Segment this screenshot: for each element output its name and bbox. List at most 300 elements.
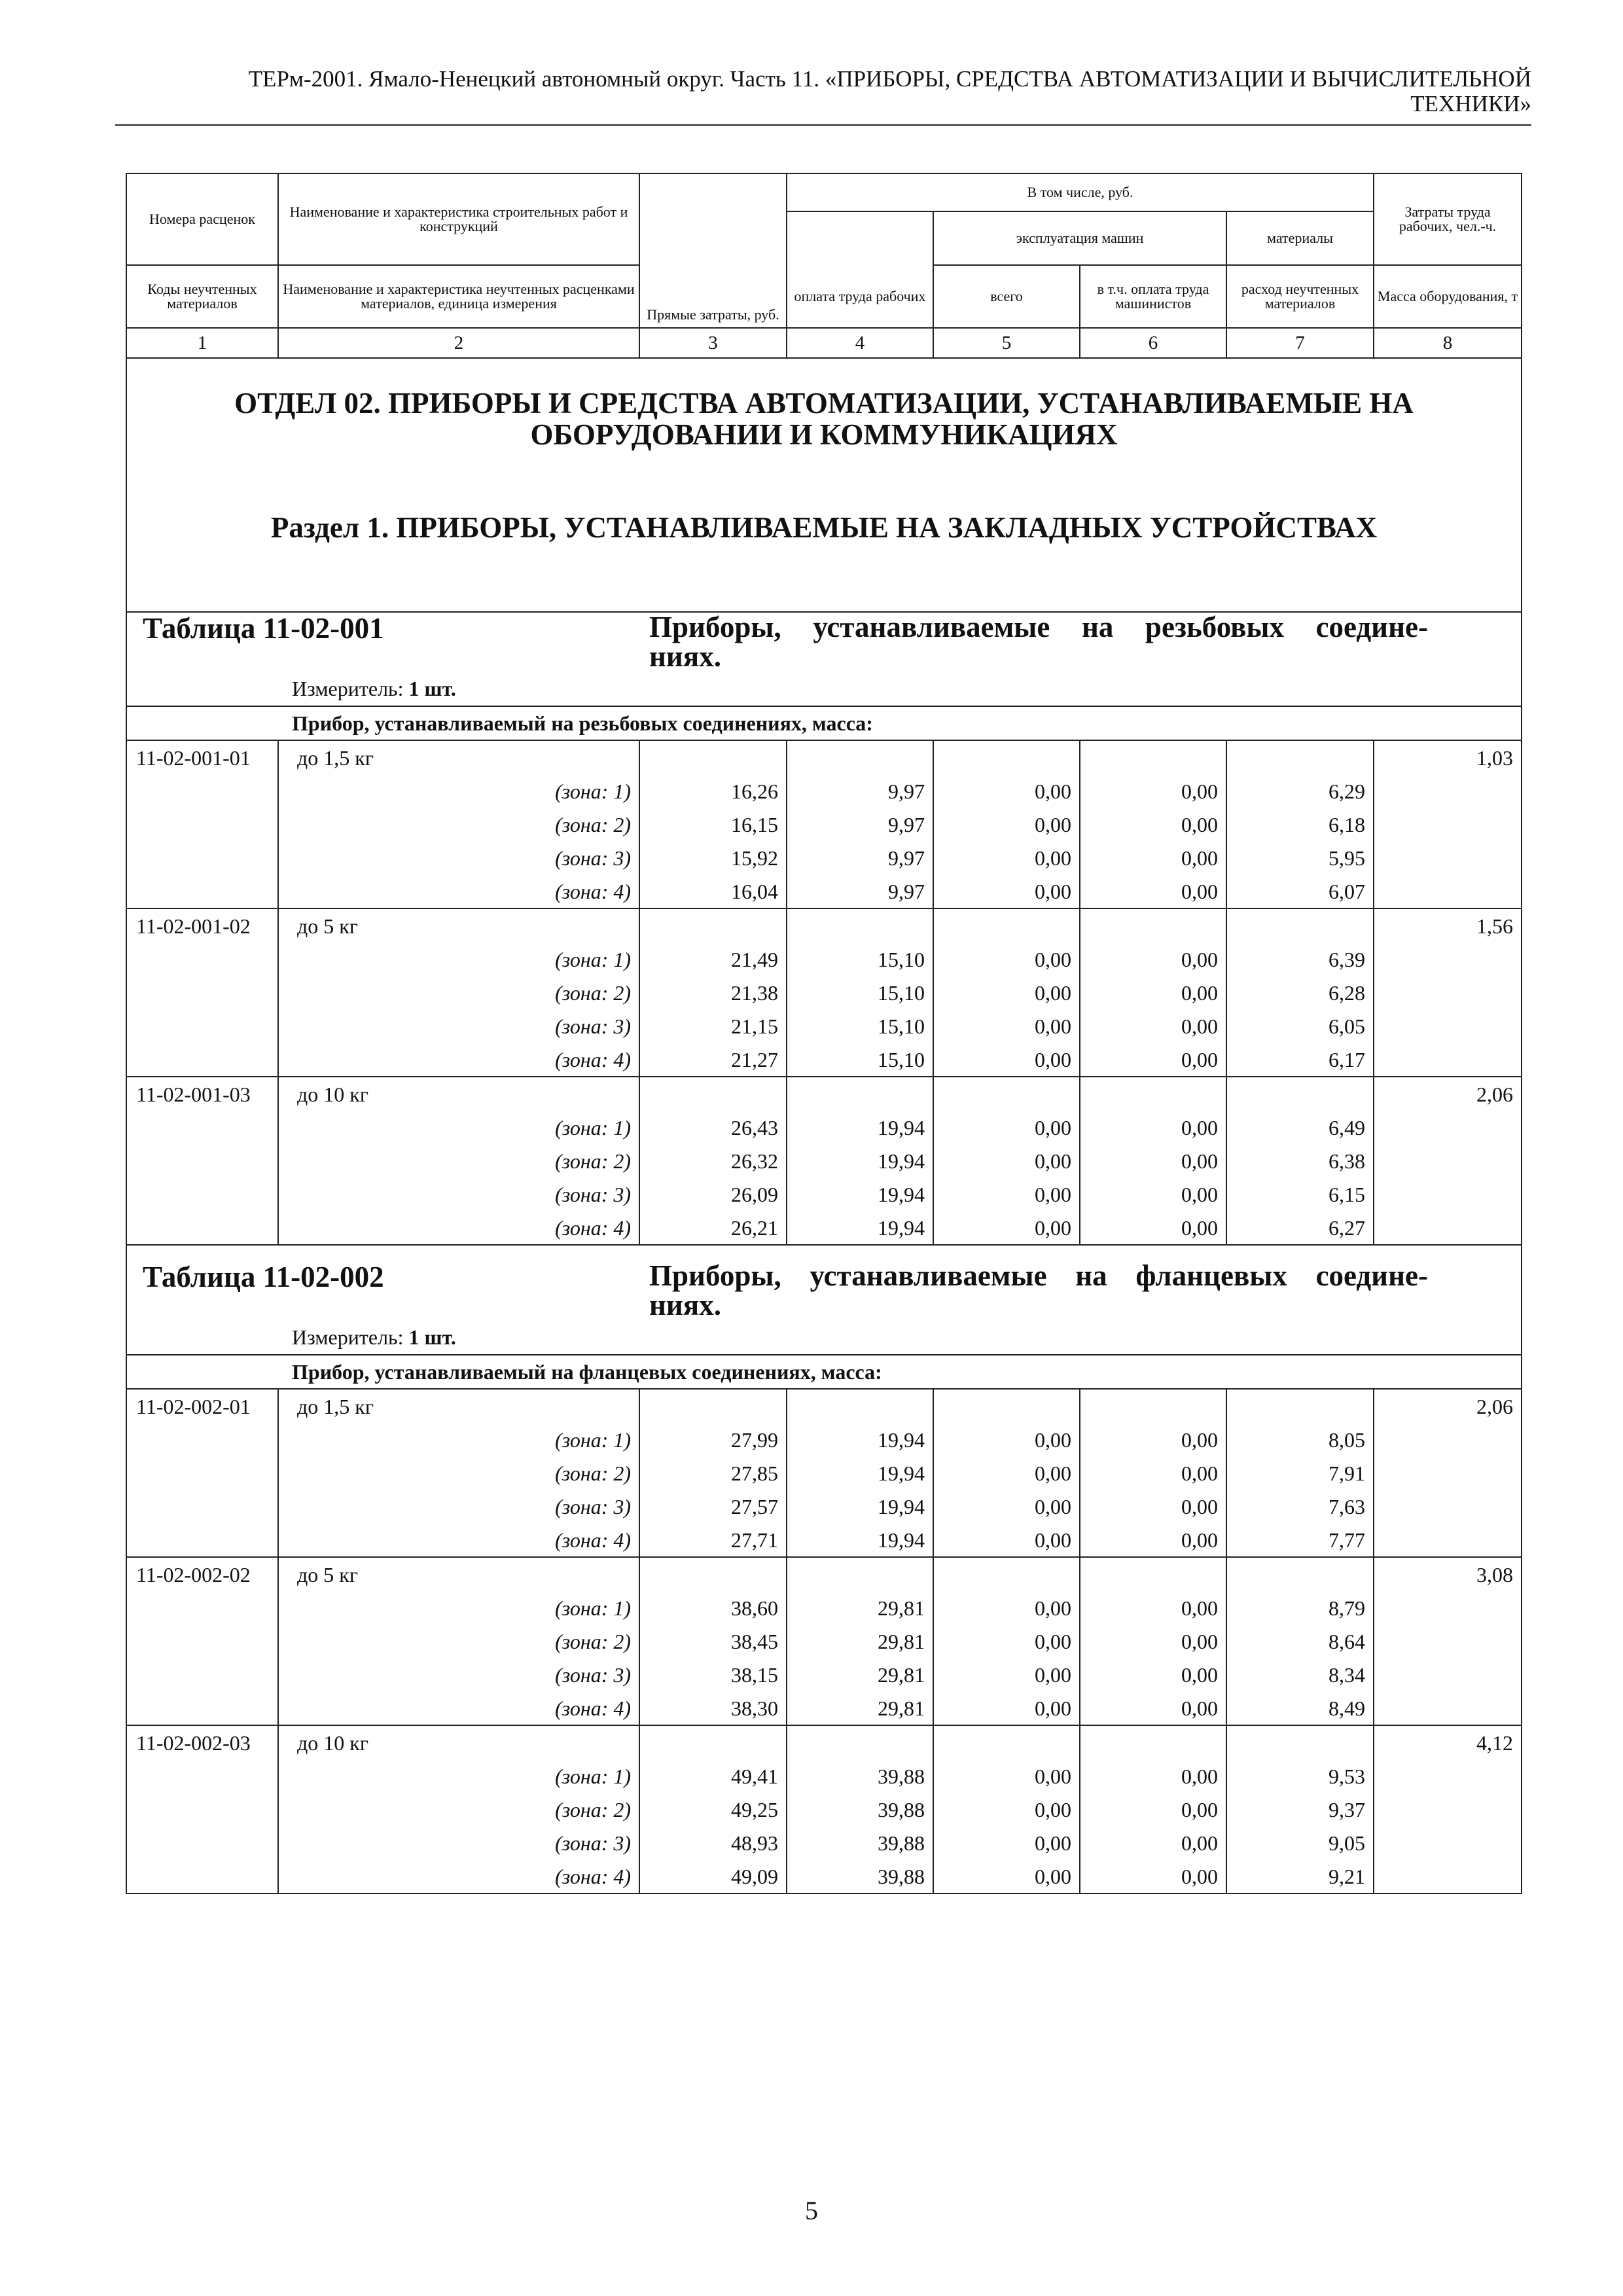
col-work-name: Наименование и характеристика строительных работ и конструкций bbox=[278, 173, 639, 265]
labor-costs: 6,18 bbox=[1226, 808, 1374, 841]
machines-total: 0,00 bbox=[933, 1456, 1080, 1490]
operators-pay: 0,00 bbox=[1080, 1423, 1226, 1456]
empty-cell bbox=[126, 976, 278, 1009]
zone-label: (зона: 2) bbox=[278, 1144, 639, 1177]
empty-cell bbox=[1374, 1111, 1522, 1144]
machines-total: 0,00 bbox=[933, 1759, 1080, 1793]
empty-cell bbox=[1374, 1859, 1522, 1893]
labor-costs: 8,64 bbox=[1226, 1624, 1374, 1658]
operators-pay: 0,00 bbox=[1080, 1009, 1226, 1043]
table-row bbox=[126, 1423, 1522, 1456]
empty-cell bbox=[1374, 841, 1522, 874]
empty-cell bbox=[933, 740, 1080, 774]
table-row bbox=[126, 1691, 1522, 1725]
direct-costs: 21,49 bbox=[639, 942, 787, 976]
zone-label: (зона: 4) bbox=[278, 874, 639, 908]
table-header bbox=[126, 173, 1522, 358]
table-row bbox=[126, 1658, 1522, 1691]
empty-cell bbox=[639, 1725, 787, 1759]
direct-costs: 26,43 bbox=[639, 1111, 787, 1144]
labor-costs: 6,17 bbox=[1226, 1043, 1374, 1077]
direct-costs: 15,92 bbox=[639, 841, 787, 874]
empty-cell bbox=[1374, 1523, 1522, 1557]
empty-cell bbox=[639, 740, 787, 774]
zone-label: (зона: 2) bbox=[278, 1456, 639, 1490]
col-number: 2 bbox=[278, 328, 639, 358]
col-material-name: Наименование и характеристика неучтенных расценками материалов, единица измерения bbox=[278, 265, 639, 328]
workers-pay: 29,81 bbox=[787, 1658, 933, 1691]
workers-pay: 39,88 bbox=[787, 1859, 933, 1893]
table-row bbox=[126, 1177, 1522, 1211]
empty-cell bbox=[933, 1077, 1080, 1111]
direct-costs: 16,04 bbox=[639, 874, 787, 908]
labor-costs: 9,37 bbox=[1226, 1793, 1374, 1826]
empty-cell bbox=[1374, 1624, 1522, 1658]
empty-cell bbox=[1080, 1725, 1226, 1759]
empty-cell bbox=[1080, 1389, 1226, 1423]
zone-label: (зона: 2) bbox=[278, 1624, 639, 1658]
machines-total: 0,00 bbox=[933, 774, 1080, 808]
empty-cell bbox=[639, 1389, 787, 1423]
empty-cell bbox=[1374, 1456, 1522, 1490]
table-row bbox=[126, 1490, 1522, 1523]
machines-total: 0,00 bbox=[933, 976, 1080, 1009]
machines-total: 0,00 bbox=[933, 1658, 1080, 1691]
table-row bbox=[126, 942, 1522, 976]
zone-label: (зона: 3) bbox=[278, 1009, 639, 1043]
col-number: 8 bbox=[1374, 328, 1522, 358]
direct-costs: 21,27 bbox=[639, 1043, 787, 1077]
table-row bbox=[126, 1077, 1522, 1111]
running-header bbox=[115, 67, 1531, 117]
machines-total: 0,00 bbox=[933, 808, 1080, 841]
direct-costs: 27,85 bbox=[639, 1456, 787, 1490]
rate-name: до 1,5 кг bbox=[278, 1389, 639, 1423]
operators-pay: 0,00 bbox=[1080, 1691, 1226, 1725]
workers-pay: 39,88 bbox=[787, 1759, 933, 1793]
zone-label: (зона: 1) bbox=[278, 1423, 639, 1456]
labor-costs: 9,21 bbox=[1226, 1859, 1374, 1893]
zone-label: (зона: 3) bbox=[278, 1658, 639, 1691]
operators-pay: 0,00 bbox=[1080, 976, 1226, 1009]
operators-pay: 0,00 bbox=[1080, 1144, 1226, 1177]
operators-pay: 0,00 bbox=[1080, 841, 1226, 874]
labor-costs: 6,39 bbox=[1226, 942, 1374, 976]
empty-cell bbox=[639, 1557, 787, 1591]
machines-total: 0,00 bbox=[933, 942, 1080, 976]
table-row bbox=[126, 808, 1522, 841]
labor-costs: 6,29 bbox=[1226, 774, 1374, 808]
table-body bbox=[126, 358, 1522, 1893]
operators-pay: 0,00 bbox=[1080, 808, 1226, 841]
table-row bbox=[126, 1043, 1522, 1077]
col-number: 6 bbox=[1080, 328, 1226, 358]
direct-costs: 49,41 bbox=[639, 1759, 787, 1793]
zone-label: (зона: 4) bbox=[278, 1523, 639, 1557]
operators-pay: 0,00 bbox=[1080, 1211, 1226, 1245]
table-row bbox=[126, 1523, 1522, 1557]
zone-label: (зона: 4) bbox=[278, 1211, 639, 1245]
rate-name: до 5 кг bbox=[278, 908, 639, 942]
equipment-mass: 1,03 bbox=[1374, 740, 1522, 774]
empty-cell bbox=[1226, 1725, 1374, 1759]
zone-label: (зона: 1) bbox=[278, 1111, 639, 1144]
table-label: Таблица 11-02-002 bbox=[143, 1261, 384, 1293]
col-number: 5 bbox=[933, 328, 1080, 358]
table-row bbox=[126, 1826, 1522, 1859]
labor-costs: 7,77 bbox=[1226, 1523, 1374, 1557]
empty-cell bbox=[126, 1043, 278, 1077]
operators-pay: 0,00 bbox=[1080, 1456, 1226, 1490]
machines-total: 0,00 bbox=[933, 1111, 1080, 1144]
empty-cell bbox=[1226, 1077, 1374, 1111]
direct-costs: 26,09 bbox=[639, 1177, 787, 1211]
rate-code: 11-02-001-01 bbox=[126, 740, 278, 774]
zone-label: (зона: 1) bbox=[278, 942, 639, 976]
col-operators-pay: в т.ч. оплата труда машинистов bbox=[1080, 265, 1226, 328]
operators-pay: 0,00 bbox=[1080, 942, 1226, 976]
rate-code: 11-02-002-02 bbox=[126, 1557, 278, 1591]
machines-total: 0,00 bbox=[933, 841, 1080, 874]
empty-cell bbox=[1374, 874, 1522, 908]
direct-costs: 38,60 bbox=[639, 1591, 787, 1624]
empty-cell bbox=[126, 1177, 278, 1211]
running-header-line-2: ТЕХНИКИ» bbox=[1410, 91, 1531, 117]
empty-cell bbox=[126, 841, 278, 874]
col-equipment-mass: Масса оборудования, т bbox=[1374, 265, 1522, 328]
empty-cell bbox=[787, 1389, 933, 1423]
empty-cell bbox=[1374, 1658, 1522, 1691]
empty-cell bbox=[1374, 976, 1522, 1009]
col-blank-upper bbox=[787, 211, 933, 265]
empty-cell bbox=[126, 874, 278, 908]
empty-cell bbox=[787, 1077, 933, 1111]
department-title: ОТДЕЛ 02. ПРИБОРЫ И СРЕДСТВА АВТОМАТИЗАЦИИ, УСТАНАВЛИВАЕМЫЕ НА ОБОРУДОВАНИИ И КОММУНИКАЦИЯХ bbox=[234, 387, 1414, 451]
zone-label: (зона: 3) bbox=[278, 1826, 639, 1859]
labor-costs: 7,63 bbox=[1226, 1490, 1374, 1523]
direct-costs: 27,99 bbox=[639, 1423, 787, 1456]
empty-cell bbox=[787, 1725, 933, 1759]
workers-pay: 19,94 bbox=[787, 1456, 933, 1490]
workers-pay: 39,88 bbox=[787, 1793, 933, 1826]
labor-costs: 8,34 bbox=[1226, 1658, 1374, 1691]
empty-cell bbox=[126, 1859, 278, 1893]
empty-cell bbox=[1374, 774, 1522, 808]
table-heading bbox=[126, 1245, 1522, 1355]
operators-pay: 0,00 bbox=[1080, 1759, 1226, 1793]
zone-label: (зона: 2) bbox=[278, 808, 639, 841]
operators-pay: 0,00 bbox=[1080, 1859, 1226, 1893]
zone-label: (зона: 4) bbox=[278, 1691, 639, 1725]
zone-label: (зона: 1) bbox=[278, 1591, 639, 1624]
operators-pay: 0,00 bbox=[1080, 1658, 1226, 1691]
table-row bbox=[126, 1456, 1522, 1490]
table-row bbox=[126, 1793, 1522, 1826]
rate-name: до 10 кг bbox=[278, 1077, 639, 1111]
operators-pay: 0,00 bbox=[1080, 1591, 1226, 1624]
machines-total: 0,00 bbox=[933, 1793, 1080, 1826]
empty-cell bbox=[933, 1557, 1080, 1591]
page-number: 5 bbox=[805, 2196, 818, 2225]
labor-costs: 8,49 bbox=[1226, 1691, 1374, 1725]
workers-pay: 19,94 bbox=[787, 1490, 933, 1523]
table-row bbox=[126, 1009, 1522, 1043]
table-row bbox=[126, 740, 1522, 774]
empty-cell bbox=[1080, 740, 1226, 774]
unit-of-measure: Измеритель: 1 шт. bbox=[292, 1325, 456, 1349]
operators-pay: 0,00 bbox=[1080, 1111, 1226, 1144]
operators-pay: 0,00 bbox=[1080, 1624, 1226, 1658]
col-material-codes: Коды неучтенных материалов bbox=[126, 265, 278, 328]
section-title: Раздел 1. ПРИБОРЫ, УСТАНАВЛИВАЕМЫЕ НА ЗАКЛАДНЫХ УСТРОЙСТВАХ bbox=[270, 511, 1378, 544]
workers-pay: 9,97 bbox=[787, 874, 933, 908]
empty-cell bbox=[1374, 1423, 1522, 1456]
empty-cell bbox=[126, 774, 278, 808]
direct-costs: 16,26 bbox=[639, 774, 787, 808]
zone-label: (зона: 4) bbox=[278, 1043, 639, 1077]
machines-total: 0,00 bbox=[933, 1523, 1080, 1557]
col-number: 7 bbox=[1226, 328, 1374, 358]
table-row bbox=[126, 874, 1522, 908]
machines-total: 0,00 bbox=[933, 1826, 1080, 1859]
col-materials: материалы bbox=[1226, 211, 1374, 265]
workers-pay: 9,97 bbox=[787, 808, 933, 841]
empty-cell bbox=[1374, 1591, 1522, 1624]
table-title: Приборы, устанавливаемые на фланцевых соедине- ниях. bbox=[649, 1259, 1428, 1321]
labor-costs: 8,05 bbox=[1226, 1423, 1374, 1456]
empty-cell bbox=[787, 1557, 933, 1591]
workers-pay: 29,81 bbox=[787, 1691, 933, 1725]
rate-name: до 5 кг bbox=[278, 1557, 639, 1591]
col-number: 3 bbox=[639, 328, 787, 358]
empty-cell bbox=[126, 1523, 278, 1557]
labor-costs: 9,05 bbox=[1226, 1826, 1374, 1859]
empty-cell bbox=[1226, 908, 1374, 942]
workers-pay: 19,94 bbox=[787, 1523, 933, 1557]
table-heading bbox=[126, 612, 1522, 706]
rates-table bbox=[126, 173, 1522, 1894]
equipment-mass: 4,12 bbox=[1374, 1725, 1522, 1759]
table-row bbox=[126, 1859, 1522, 1893]
direct-costs: 49,25 bbox=[639, 1793, 787, 1826]
empty-cell bbox=[787, 908, 933, 942]
empty-cell bbox=[1374, 1826, 1522, 1859]
empty-cell bbox=[1374, 1009, 1522, 1043]
machines-total: 0,00 bbox=[933, 874, 1080, 908]
labor-costs: 6,15 bbox=[1226, 1177, 1374, 1211]
unit-of-measure: Измеритель: 1 шт. bbox=[292, 677, 456, 700]
table-row bbox=[126, 1389, 1522, 1423]
group-title: Прибор, устанавливаемый на фланцевых соединениях, масса: bbox=[126, 1355, 1522, 1389]
empty-cell bbox=[1374, 1759, 1522, 1793]
machines-total: 0,00 bbox=[933, 1691, 1080, 1725]
workers-pay: 15,10 bbox=[787, 1009, 933, 1043]
empty-cell bbox=[1374, 942, 1522, 976]
empty-cell bbox=[126, 1009, 278, 1043]
workers-pay: 9,97 bbox=[787, 774, 933, 808]
labor-costs: 5,95 bbox=[1226, 841, 1374, 874]
col-unaccounted-materials: расход неучтенных материалов bbox=[1226, 265, 1374, 328]
direct-costs: 48,93 bbox=[639, 1826, 787, 1859]
empty-cell bbox=[1374, 1043, 1522, 1077]
direct-costs: 27,71 bbox=[639, 1523, 787, 1557]
col-machines: эксплуатация машин bbox=[933, 211, 1226, 265]
workers-pay: 9,97 bbox=[787, 841, 933, 874]
labor-costs: 6,38 bbox=[1226, 1144, 1374, 1177]
direct-costs: 16,15 bbox=[639, 808, 787, 841]
rate-code: 11-02-002-03 bbox=[126, 1725, 278, 1759]
empty-cell bbox=[933, 1725, 1080, 1759]
rate-name: до 10 кг bbox=[278, 1725, 639, 1759]
machines-total: 0,00 bbox=[933, 1423, 1080, 1456]
col-direct-costs: Прямые затраты, руб. bbox=[639, 173, 787, 328]
empty-cell bbox=[126, 1624, 278, 1658]
table-row bbox=[126, 774, 1522, 808]
rate-code: 11-02-001-02 bbox=[126, 908, 278, 942]
empty-cell bbox=[126, 1793, 278, 1826]
zone-label: (зона: 2) bbox=[278, 1793, 639, 1826]
table-row bbox=[126, 1111, 1522, 1144]
empty-cell bbox=[126, 1111, 278, 1144]
equipment-mass: 1,56 bbox=[1374, 908, 1522, 942]
zone-label: (зона: 3) bbox=[278, 1490, 639, 1523]
empty-cell bbox=[1374, 808, 1522, 841]
direct-costs: 21,15 bbox=[639, 1009, 787, 1043]
direct-costs: 49,09 bbox=[639, 1859, 787, 1893]
machines-total: 0,00 bbox=[933, 1009, 1080, 1043]
workers-pay: 39,88 bbox=[787, 1826, 933, 1859]
empty-cell bbox=[1080, 1077, 1226, 1111]
rate-name: до 1,5 кг bbox=[278, 740, 639, 774]
col-labor: Затраты труда рабочих, чел.-ч. bbox=[1374, 173, 1522, 265]
empty-cell bbox=[126, 1456, 278, 1490]
machines-total: 0,00 bbox=[933, 1591, 1080, 1624]
table-row bbox=[126, 1144, 1522, 1177]
machines-total: 0,00 bbox=[933, 1624, 1080, 1658]
table-title: Приборы, устанавливаемые на резьбовых соедине- ниях. bbox=[649, 611, 1428, 673]
col-number: 1 bbox=[126, 328, 278, 358]
workers-pay: 19,94 bbox=[787, 1177, 933, 1211]
header-rule bbox=[115, 124, 1531, 126]
labor-costs: 8,79 bbox=[1226, 1591, 1374, 1624]
workers-pay: 29,81 bbox=[787, 1624, 933, 1658]
workers-pay: 19,94 bbox=[787, 1144, 933, 1177]
empty-cell bbox=[1226, 1557, 1374, 1591]
direct-costs: 38,45 bbox=[639, 1624, 787, 1658]
empty-cell bbox=[126, 1759, 278, 1793]
machines-total: 0,00 bbox=[933, 1490, 1080, 1523]
empty-cell bbox=[787, 740, 933, 774]
department-heading bbox=[126, 358, 1522, 612]
operators-pay: 0,00 bbox=[1080, 1793, 1226, 1826]
empty-cell bbox=[1374, 1211, 1522, 1245]
empty-cell bbox=[639, 908, 787, 942]
labor-costs: 6,28 bbox=[1226, 976, 1374, 1009]
direct-costs: 21,38 bbox=[639, 976, 787, 1009]
empty-cell bbox=[1226, 740, 1374, 774]
empty-cell bbox=[1080, 1557, 1226, 1591]
running-header-line-1: ТЕРм-2001. Ямало-Ненецкий автономный округ. Часть 11. «ПРИБОРЫ, СРЕДСТВА АВТОМАТИЗАЦИИ И ВЫЧИСЛИТЕЛЬНОЙ bbox=[248, 66, 1531, 92]
table-row bbox=[126, 841, 1522, 874]
table-row bbox=[126, 1591, 1522, 1624]
table-row bbox=[126, 908, 1522, 942]
rate-code: 11-02-001-03 bbox=[126, 1077, 278, 1111]
zone-label: (зона: 4) bbox=[278, 1859, 639, 1893]
direct-costs: 27,57 bbox=[639, 1490, 787, 1523]
labor-costs: 7,91 bbox=[1226, 1456, 1374, 1490]
workers-pay: 19,94 bbox=[787, 1423, 933, 1456]
empty-cell bbox=[639, 1077, 787, 1111]
labor-costs: 6,05 bbox=[1226, 1009, 1374, 1043]
workers-pay: 29,81 bbox=[787, 1591, 933, 1624]
col-number: 4 bbox=[787, 328, 933, 358]
labor-costs: 6,07 bbox=[1226, 874, 1374, 908]
workers-pay: 15,10 bbox=[787, 942, 933, 976]
empty-cell bbox=[126, 942, 278, 976]
labor-costs: 6,27 bbox=[1226, 1211, 1374, 1245]
machines-total: 0,00 bbox=[933, 1043, 1080, 1077]
direct-costs: 26,21 bbox=[639, 1211, 787, 1245]
empty-cell bbox=[933, 908, 1080, 942]
workers-pay: 19,94 bbox=[787, 1211, 933, 1245]
empty-cell bbox=[126, 1591, 278, 1624]
equipment-mass: 2,06 bbox=[1374, 1389, 1522, 1423]
operators-pay: 0,00 bbox=[1080, 1043, 1226, 1077]
table-row bbox=[126, 1624, 1522, 1658]
machines-total: 0,00 bbox=[933, 1177, 1080, 1211]
empty-cell bbox=[126, 1490, 278, 1523]
direct-costs: 26,32 bbox=[639, 1144, 787, 1177]
equipment-mass: 2,06 bbox=[1374, 1077, 1522, 1111]
zone-label: (зона: 3) bbox=[278, 841, 639, 874]
workers-pay: 15,10 bbox=[787, 1043, 933, 1077]
operators-pay: 0,00 bbox=[1080, 1523, 1226, 1557]
empty-cell bbox=[1080, 908, 1226, 942]
empty-cell bbox=[126, 808, 278, 841]
group-title: Прибор, устанавливаемый на резьбовых соединениях, масса: bbox=[126, 706, 1522, 740]
col-machines-total: всего bbox=[933, 265, 1080, 328]
empty-cell bbox=[1374, 1793, 1522, 1826]
empty-cell bbox=[126, 1826, 278, 1859]
empty-cell bbox=[126, 1658, 278, 1691]
empty-cell bbox=[126, 1211, 278, 1245]
machines-total: 0,00 bbox=[933, 1144, 1080, 1177]
zone-label: (зона: 1) bbox=[278, 1759, 639, 1793]
labor-costs: 9,53 bbox=[1226, 1759, 1374, 1793]
empty-cell bbox=[933, 1389, 1080, 1423]
empty-cell bbox=[1226, 1389, 1374, 1423]
workers-pay: 15,10 bbox=[787, 976, 933, 1009]
machines-total: 0,00 bbox=[933, 1211, 1080, 1245]
col-workers-pay: оплата труда рабочих bbox=[787, 265, 933, 328]
zone-label: (зона: 3) bbox=[278, 1177, 639, 1211]
table-row bbox=[126, 1759, 1522, 1793]
rate-code: 11-02-002-01 bbox=[126, 1389, 278, 1423]
empty-cell bbox=[1374, 1490, 1522, 1523]
table-row bbox=[126, 1725, 1522, 1759]
operators-pay: 0,00 bbox=[1080, 1490, 1226, 1523]
empty-cell bbox=[1374, 1691, 1522, 1725]
table-row bbox=[126, 1557, 1522, 1591]
col-including: В том числе, руб. bbox=[787, 173, 1374, 211]
zone-label: (зона: 1) bbox=[278, 774, 639, 808]
empty-cell bbox=[126, 1691, 278, 1725]
table-row bbox=[126, 1211, 1522, 1245]
direct-costs: 38,30 bbox=[639, 1691, 787, 1725]
workers-pay: 19,94 bbox=[787, 1111, 933, 1144]
empty-cell bbox=[1374, 1144, 1522, 1177]
operators-pay: 0,00 bbox=[1080, 874, 1226, 908]
